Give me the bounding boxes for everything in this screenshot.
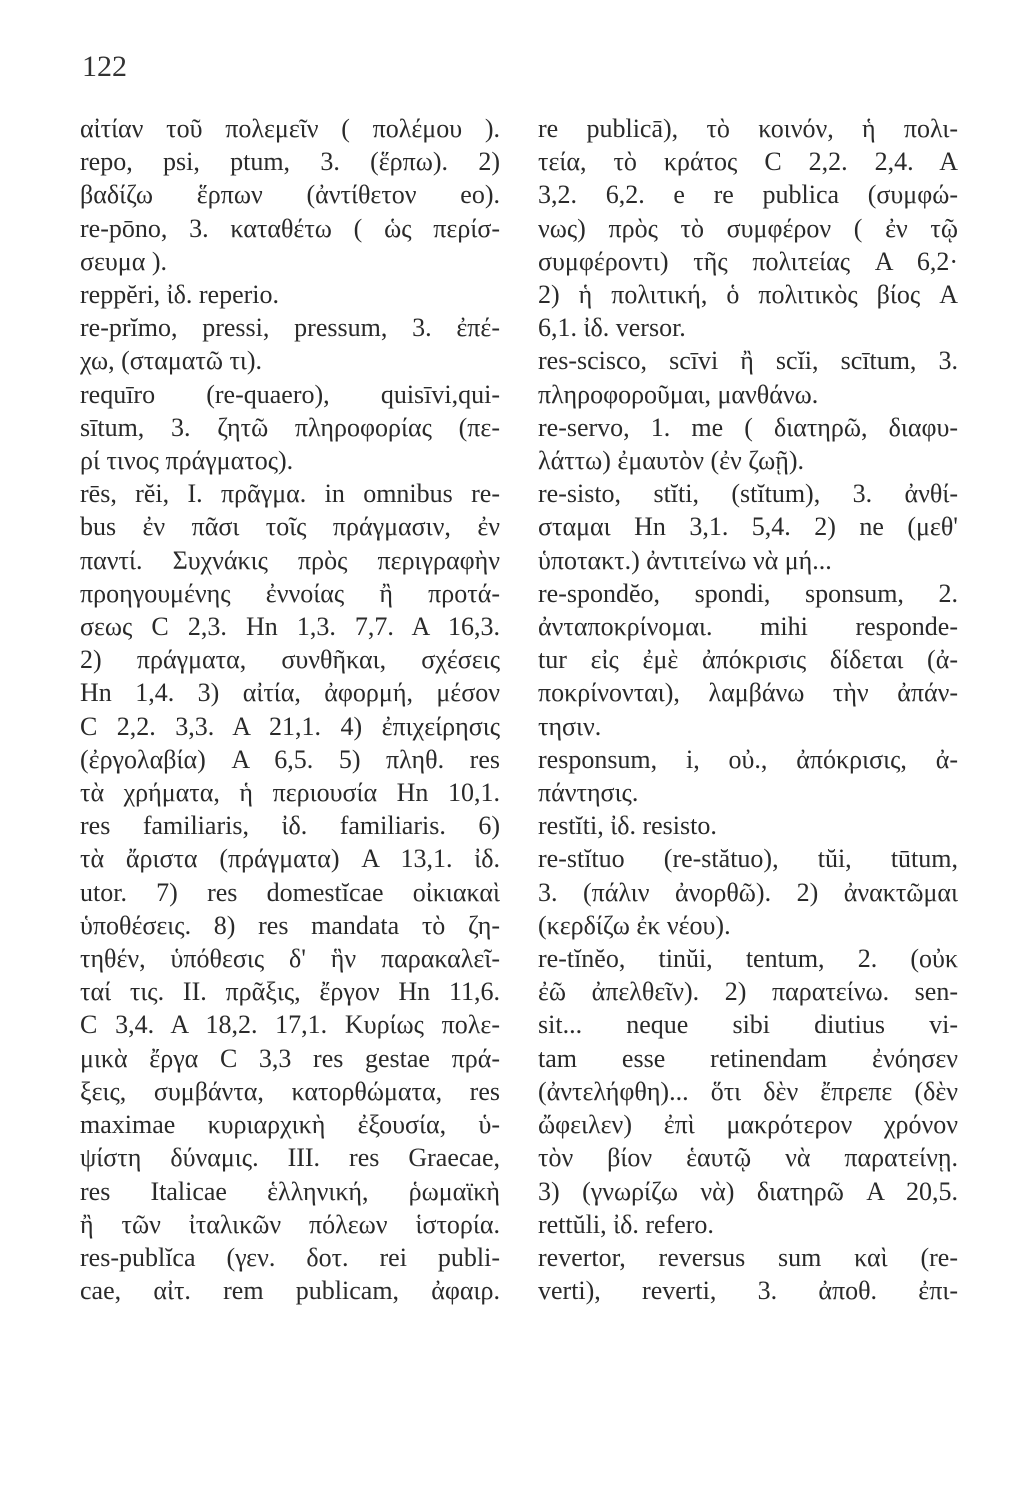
text-line: τὰ ἄριστα (πράγματα) A 13,1. ἰδ. (80, 844, 500, 874)
text-line: προηγουμένης ἐννοίας ἢ προτά- (80, 578, 500, 608)
text-line: res-scisco, scīvi ἢ scĭi, scītum, 3. (538, 346, 958, 376)
text-line: bus ἐν πᾶσι τοῖς πράγμασιν, ἐν (80, 512, 500, 542)
text-line: (ἀντελήφθη)... ὅτι δὲν ἔπρεπε (δὲν (538, 1076, 958, 1106)
text-line: maximae κυριαρχικὴ ἐξουσία, ὑ- (80, 1110, 500, 1140)
text-line: re-tĭnĕo, tinŭi, tentum, 2. (οὐκ (538, 944, 958, 974)
text-line: τησιν. (538, 711, 602, 741)
text-line: μικὰ ἔργα C 3,3 res gestae πρά- (80, 1043, 500, 1073)
text-line: rēs, rĕi, I. πρᾶγμα. in omnibus re- (80, 479, 500, 509)
text-line: restĭti, ἰδ. resisto. (538, 811, 717, 841)
text-line: tam esse retinendam ἐνόησεν (538, 1043, 958, 1073)
text-line: re-pōno, 3. καταθέτω ( ὡς περίσ- (80, 213, 500, 243)
text-line: βαδίζω ἕρπων (ἀντίθετον eo). (80, 180, 500, 210)
text-line: res-publĭca (γεν. δοτ. rei publi- (80, 1242, 500, 1272)
text-line: ξεις, συμβάντα, κατορθώματα, res (80, 1076, 500, 1106)
text-line: 2) ἡ πολιτική, ὁ πολιτικὸς βίος A (538, 280, 958, 310)
text-line: τὸν βίον ἑαυτῷ νὰ παρατείνῃ. (538, 1143, 958, 1173)
text-line: ὑποτακτ.) ἀντιτείνω νὰ μή... (538, 545, 832, 575)
text-line: πληροφοροῦμαι, μανθάνω. (538, 379, 819, 409)
text-line: 3,2. 6,2. e re publica (συμφώ- (538, 180, 958, 210)
text-line: res familiaris, ἰδ. familiaris. 6) (80, 811, 500, 841)
text-line: ὑποθέσεις. 8) res mandata τὸ ζη- (80, 910, 500, 940)
text-line: re publicā), τὸ κοινόν, ἡ πολι- (538, 114, 958, 143)
text-line: ποκρίνονται), λαμβάνω τὴν ἀπάν- (538, 678, 958, 708)
text-line: ψίστη δύναμις. III. res Graecae, (80, 1143, 500, 1173)
text-line: ρί τινος πράγματος). (80, 446, 294, 476)
text-line: utor. 7) res domestĭcae οἰκιακαὶ (80, 877, 500, 907)
text-line: cae, αἰτ. rem publicam, ἀφαιρ. (80, 1276, 500, 1306)
text-line: C 2,2. 3,3. A 21,1. 4) ἐπιχείρησις (80, 711, 500, 741)
text-line: νως) πρὸς τὸ συμφέρον ( ἐν τῷ (538, 213, 958, 243)
text-line: τεία, τὸ κράτος C 2,2. 2,4. A (538, 147, 958, 177)
text-line: σευμα ). (80, 246, 168, 276)
text-line: 3. (πάλιν ἀνορθῶ). 2) ἀνακτῶμαι (538, 877, 958, 907)
text-line: tur εἰς ἐμὲ ἀπόκρισις δίδεται (ἀ- (538, 645, 958, 675)
text-line: σταμαι Hn 3,1. 5,4. 2) ne (μεθ' (538, 512, 958, 542)
text-line: πάντησις. (538, 778, 639, 808)
text-line: (κερδίζω ἐκ νέου). (538, 910, 731, 940)
text-line: responsum, i, οὐ., ἀπόκρισις, ἀ- (538, 744, 958, 774)
text-line: (ἐργολαβία) A 6,5. 5) πληθ. res (80, 744, 500, 774)
text-line: re-stĭtuo (re-stătuo), tŭi, tūtum, (538, 844, 958, 874)
text-line: re-servo, 1. me ( διατηρῶ, διαφυ- (538, 412, 958, 442)
text-line: repo, psi, ptum, 3. (ἕρπω). 2) (80, 147, 500, 177)
text-line: rettŭli, ἰδ. refero. (538, 1209, 714, 1239)
text-line: ἀνταποκρίνομαι. mihi responde- (538, 612, 958, 642)
text-line: ἢ τῶν ἰταλικῶν πόλεων ἱστορία. (80, 1209, 500, 1239)
text-line: 6,1. ἰδ. versor. (538, 313, 686, 343)
page-number: 122 (82, 50, 127, 83)
text-line: reppĕri, ἰδ. reperio. (80, 280, 279, 310)
text-line: requīro (re-quaero), quisīvi,qui- (80, 379, 500, 409)
text-line: ὤφειλεν) ἐπὶ μακρότερον χρόνον (538, 1110, 958, 1140)
text-line: τηθέν, ὑπόθεσις δ' ἣν παρακαλεῖ- (80, 944, 500, 974)
text-line: 3) (γνωρίζω νὰ) διατηρῶ A 20,5. (538, 1176, 958, 1206)
left-column (80, 112, 500, 1307)
text-line: sītum, 3. ζητῶ πληροφορίας (πε- (80, 412, 500, 442)
text-line: σεως C 2,3. Hn 1,3. 7,7. A 16,3. (80, 612, 500, 642)
text-line: ἐῶ ἀπελθεῖν). 2) παρατείνω. sen- (538, 977, 958, 1007)
text-line: χω, (σταματῶ τι). (80, 346, 263, 376)
text-line: revertor, reversus sum καὶ (re- (538, 1242, 958, 1272)
text-line: re-spondĕo, spondi, sponsum, 2. (538, 578, 958, 608)
text-line: res Italicae ἑλληνική, ῥωμαϊκὴ (80, 1176, 500, 1206)
right-column (538, 112, 958, 1307)
text-line: αἰτίαν τοῦ πολεμεῖν ( πολέμου ). (80, 114, 500, 143)
text-line: τὰ χρήματα, ἡ περιουσία Hn 10,1. (80, 778, 500, 808)
text-line: συμφέροντι) τῆς πολιτείας A 6,2· (538, 246, 958, 276)
text-line: verti), reverti, 3. ἀποθ. ἐπι- (538, 1276, 958, 1306)
text-line: ταί τις. II. πρᾶξις, ἔργον Hn 11,6. (80, 977, 500, 1007)
text-line: παντί. Συχνάκις πρὸς περιγραφὴν (80, 545, 500, 575)
text-line: λάττω) ἐμαυτὸν (ἐν ζωῇ). (538, 446, 804, 476)
text-line: Hn 1,4. 3) αἰτία, ἀφορμή, μέσον (80, 678, 500, 708)
text-line: re-prĭmo, pressi, pressum, 3. ἐπέ- (80, 313, 500, 343)
text-line: 2) πράγματα, συνθῆκαι, σχέσεις (80, 645, 500, 675)
text-line: C 3,4. A 18,2. 17,1. Κυρίως πολε- (80, 1010, 500, 1040)
text-line: sit... neque sibi diutius vi- (538, 1010, 958, 1040)
text-line: re-sisto, stĭti, (stĭtum), 3. ἀνθί- (538, 479, 958, 509)
